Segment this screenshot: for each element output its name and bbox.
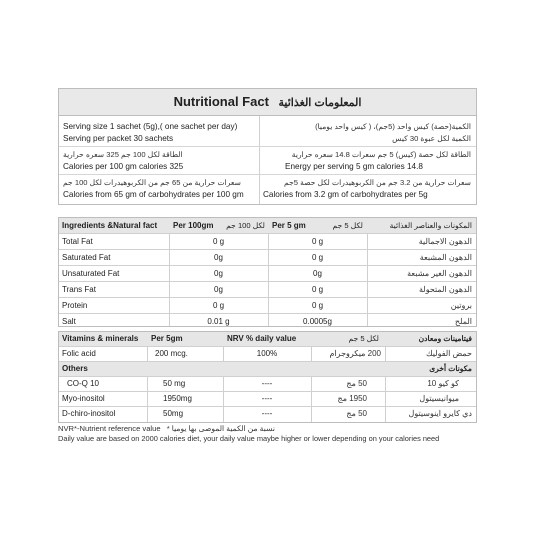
other-name-en: D-chiro-inositol bbox=[62, 409, 116, 418]
serving-size-ar: الكمية(حصة) كيس واحد (5جم)، ( كيس واحد يوميا) bbox=[315, 122, 471, 131]
folic-name-ar: حمض الفوليك bbox=[425, 349, 472, 358]
nutrient-row bbox=[59, 234, 476, 250]
nutrient-per100: 0 g bbox=[212, 237, 225, 246]
others-header-row bbox=[59, 362, 476, 377]
header-per100-ar: لكل 100 جم bbox=[226, 221, 265, 230]
nutrition-title-bar bbox=[58, 88, 477, 116]
nutrient-name-en: Salt bbox=[62, 317, 76, 326]
others-label-en: Others bbox=[62, 364, 88, 373]
info-row-divider bbox=[59, 174, 476, 175]
other-per5: 1950mg bbox=[163, 394, 192, 403]
other-per5: 50 mg bbox=[163, 379, 186, 388]
header-vitamins-ar: فيتامينات ومعادن bbox=[418, 334, 472, 343]
folic-nrv: 100% bbox=[256, 349, 278, 358]
others-label-ar: مكونات أخرى bbox=[429, 364, 472, 373]
other-ingredient-row bbox=[59, 377, 476, 392]
nutrient-name-en: Total Fat bbox=[62, 237, 93, 246]
other-name-ar: كو كيو 10 bbox=[427, 379, 459, 388]
serving-packet-ar: الكمية لكل عبوة 30 كيس bbox=[392, 134, 471, 143]
nutrient-row bbox=[59, 298, 476, 314]
header-nrv: NRV % daily value bbox=[227, 334, 297, 343]
nutrient-name-en: Saturated Fat bbox=[62, 253, 111, 262]
carb100-en: Calories from 65 gm of carbohydrates per 100 gm bbox=[63, 190, 244, 199]
info-divider bbox=[259, 116, 260, 204]
energy5-ar: الطاقة لكل حصة (كيس) 5 جم سعرات 14.8 سعره حرارية bbox=[291, 150, 471, 159]
serving-packet-en: Serving per packet 30 sachets bbox=[63, 134, 174, 143]
nutrient-per100: 0.01 g bbox=[207, 317, 230, 326]
energy100-en: Calories per 100 gm calories 325 bbox=[63, 162, 184, 171]
info-row-divider bbox=[59, 146, 476, 147]
vitamins-header-row bbox=[59, 332, 476, 347]
carb5-ar: سعرات حرارية من 3.2 جم من الكربوهيدرات لكل حصة 5جم bbox=[284, 178, 471, 187]
other-per5-ar: 1950 مج bbox=[337, 394, 367, 403]
vitamin-row-folic bbox=[59, 347, 476, 362]
nutrient-name-ar: الدهون الغير مشبعة bbox=[407, 269, 472, 278]
header-vit-per5: Per 5gm bbox=[151, 334, 183, 343]
nutrient-per100: 0 g bbox=[212, 301, 225, 310]
other-name-ar: دي كايرو اينوسيتول bbox=[408, 409, 472, 418]
nutrient-name-ar: الدهون الاجمالية bbox=[418, 237, 472, 246]
serving-info-box bbox=[58, 115, 477, 205]
nutrient-per100: 0g bbox=[214, 253, 223, 262]
carb100-ar: سعرات حرارية من 65 جم من الكربوهيدرات لكل 100 جم bbox=[63, 178, 241, 187]
folic-per5: 200 mcg. bbox=[155, 349, 188, 358]
other-name-ar: ميوانيسيتول bbox=[419, 394, 459, 403]
other-name-en: Myo-inositol bbox=[62, 394, 105, 403]
header-per5: Per 5 gm bbox=[272, 221, 306, 230]
folic-per5-ar: 200 ميكروجرام bbox=[329, 349, 381, 358]
nvr-footnote bbox=[58, 424, 275, 434]
other-per5-ar: 50 مج bbox=[346, 409, 367, 418]
other-per5-ar: 50 مج bbox=[346, 379, 367, 388]
serving-size-en: Serving size 1 sachet (5g),( one sachet per day) bbox=[63, 122, 238, 131]
nutrients-header-row bbox=[59, 218, 476, 234]
nutrient-row bbox=[59, 266, 476, 282]
nutrient-row bbox=[59, 282, 476, 298]
other-per5: 50mg bbox=[163, 409, 184, 418]
energy5-en: Energy per serving 5 gm calories 14.8 bbox=[285, 162, 423, 171]
other-nrv: ---- bbox=[261, 379, 273, 388]
nutrient-name-ar: بروتين bbox=[450, 301, 472, 310]
nutrient-name-ar: الدهون المشبعة bbox=[419, 253, 472, 262]
carb5-en: Calories from 3.2 gm of carbohydrates per 5g bbox=[263, 190, 428, 199]
other-nrv: ---- bbox=[261, 394, 273, 403]
header-per100: Per 100gm bbox=[173, 221, 214, 230]
nutrient-row bbox=[59, 314, 476, 329]
nutrient-name-en: Unsaturated Fat bbox=[62, 269, 120, 278]
nutrient-per5: 0 g bbox=[311, 253, 324, 262]
title-ar: المعلومات الغذائية bbox=[278, 97, 362, 109]
nvr-footnote-ar: * نسبة من الكمية الموصى بها يوميا bbox=[166, 424, 275, 433]
nutrient-per5: 0 g bbox=[311, 301, 324, 310]
other-ingredient-row bbox=[59, 392, 476, 407]
nutrients-table bbox=[58, 217, 477, 327]
nutrient-per5: 0 g bbox=[311, 285, 324, 294]
other-nrv: ---- bbox=[261, 409, 273, 418]
nutrient-per100: 0g bbox=[214, 269, 223, 278]
header-vitamins-en: Vitamins & minerals bbox=[62, 334, 139, 343]
header-vit-per5-ar: لكل 5 جم bbox=[348, 334, 379, 343]
header-ingredients-en: Ingredients &Natural fact bbox=[62, 221, 158, 230]
energy100-ar: الطاقة لكل 100 جم 325 سعره حرارية bbox=[63, 150, 183, 159]
title-en: Nutritional Fact bbox=[173, 94, 269, 109]
nutrient-name-ar: الملح bbox=[454, 317, 472, 326]
nutrient-name-ar: الدهون المتحولة bbox=[418, 285, 472, 294]
other-ingredient-row bbox=[59, 407, 476, 421]
nvr-footnote-en: NVR*-Nutrient reference value bbox=[58, 424, 161, 433]
vitamins-table bbox=[58, 331, 477, 423]
nutrient-per5: 0 g bbox=[311, 237, 324, 246]
daily-value-footnote: Daily value are based on 2000 calories diet, your daily value maybe higher or lower depending on your calories need bbox=[58, 434, 440, 443]
folic-name-en: Folic acid bbox=[62, 349, 96, 358]
nutrition-facts-panel bbox=[58, 88, 477, 446]
nutrient-name-en: Protein bbox=[62, 301, 88, 310]
nutrient-row bbox=[59, 250, 476, 266]
nutrient-per100: 0g bbox=[214, 285, 223, 294]
nutrient-per5: 0g bbox=[313, 269, 322, 278]
other-name-en: CO-Q 10 bbox=[67, 379, 100, 388]
header-ingredients-ar: المكونات والعناصر الغذائية bbox=[389, 221, 472, 230]
nutrient-name-en: Trans Fat bbox=[62, 285, 96, 294]
nutrient-per5: 0.0005g bbox=[303, 317, 332, 326]
header-per5-ar: لكل 5 جم bbox=[332, 221, 363, 230]
